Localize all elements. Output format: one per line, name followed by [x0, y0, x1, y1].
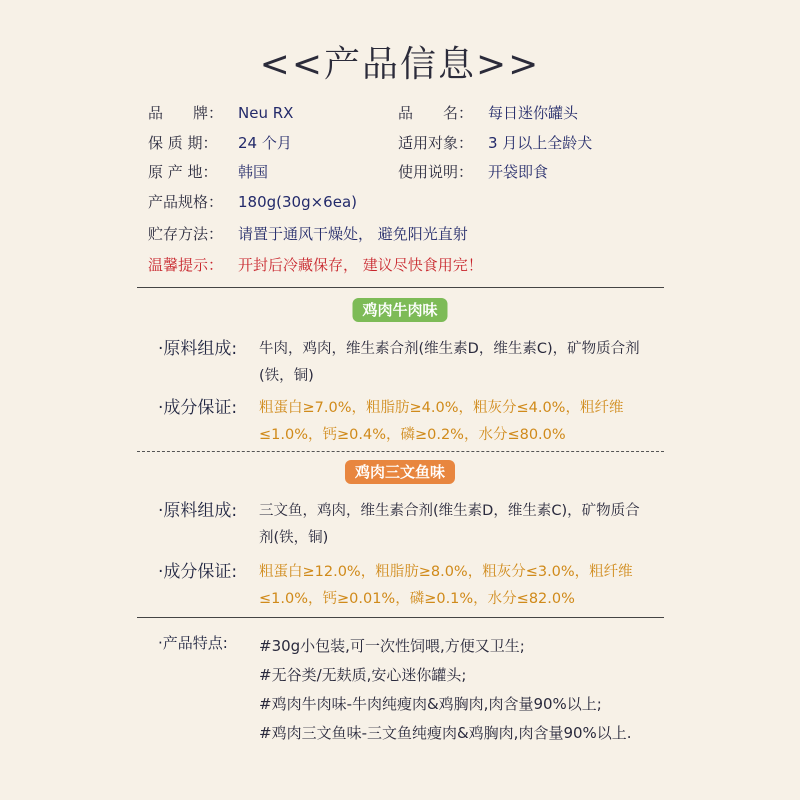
usage-label: 使用说明：	[398, 163, 474, 181]
ingredients-value: 三文鱼，鸡肉，维生素合剂(维生素D，维生素C)，矿物质合剂(铁，铜)	[259, 503, 640, 546]
shelf-life-label: 保 质 期：	[148, 134, 218, 152]
storage-value: 请置于通风干燥处， 避免阳光直射	[238, 225, 468, 243]
analysis-label: ·成分保证:	[158, 398, 238, 418]
shelf-life-value: 24 个月	[238, 134, 292, 152]
analysis-label: ·成分保证:	[158, 562, 238, 582]
tip-row	[148, 254, 483, 276]
tip-label: 温馨提示：	[148, 256, 224, 274]
brand-label: 品 牌：	[148, 104, 224, 122]
spec-label: 产品规格：	[148, 193, 224, 211]
target-value: 3 月以上全龄犬	[488, 134, 593, 152]
flavor2-badge: 鸡肉三文鱼味	[345, 460, 455, 484]
page-title: <<产品信息>>	[259, 44, 541, 85]
origin-row	[148, 161, 268, 183]
tip-value: 开封后冷藏保存， 建议尽快食用完！	[238, 256, 483, 274]
flavor2-ingredients	[158, 496, 658, 550]
origin-value: 韩国	[238, 163, 269, 181]
flavor2-analysis	[158, 557, 658, 611]
divider	[137, 287, 664, 288]
ingredients-label: ·原料组成:	[158, 339, 238, 359]
flavor1-badge: 鸡肉牛肉味	[352, 298, 447, 322]
analysis-value: 粗蛋白≥7.0%，粗脂肪≥4.0%，粗灰分≤4.0%，粗纤维≤1.0%，钙≥0.4%，磷≥0.2%，水分≤80.0%	[259, 400, 624, 443]
usage-value: 开袋即食	[488, 163, 549, 181]
flavor1-ingredients	[158, 334, 658, 388]
name-value: 每日迷你罐头	[488, 104, 579, 122]
target-row	[398, 132, 592, 154]
features-label: ·产品特点:	[158, 634, 228, 652]
analysis-value: 粗蛋白≥12.0%，粗脂肪≥8.0%，粗灰分≤3.0%，粗纤维≤1.0%，钙≥0.01%，磷≥0.1%，水分≤82.0%	[259, 564, 633, 607]
storage-label: 贮存方法：	[148, 225, 224, 243]
feature-line: #鸡肉三文鱼味-三文鱼纯瘦肉&鸡胸肉,肉含量90%以上.	[259, 724, 632, 742]
feature-line: #30g小包装,可一次性饲喂,方便又卫生;	[259, 637, 525, 655]
spec-row	[148, 191, 357, 213]
flavor1-analysis	[158, 393, 658, 447]
dashed-divider	[137, 451, 664, 452]
storage-row	[148, 223, 468, 245]
ingredients-value: 牛肉，鸡肉，维生素合剂(维生素D，维生素C)，矿物质合剂(铁，铜)	[259, 341, 640, 384]
name-row	[398, 102, 578, 124]
feature-line: #鸡肉牛肉味-牛肉纯瘦肉&鸡胸肉,肉含量90%以上;	[259, 695, 602, 713]
feature-line: #无谷类/无麸质,安心迷你罐头;	[259, 666, 467, 684]
ingredients-label: ·原料组成:	[158, 501, 238, 521]
shelf-life-row	[148, 132, 292, 154]
name-label: 品 名：	[398, 104, 474, 122]
usage-row	[398, 161, 548, 183]
origin-label: 原 产 地：	[148, 163, 218, 181]
target-label: 适用对象：	[398, 134, 474, 152]
brand-value: Neu RX	[238, 104, 294, 122]
brand-row	[148, 102, 293, 124]
divider	[137, 617, 664, 618]
spec-value: 180g(30g×6ea)	[238, 193, 357, 211]
features-list	[259, 632, 654, 748]
